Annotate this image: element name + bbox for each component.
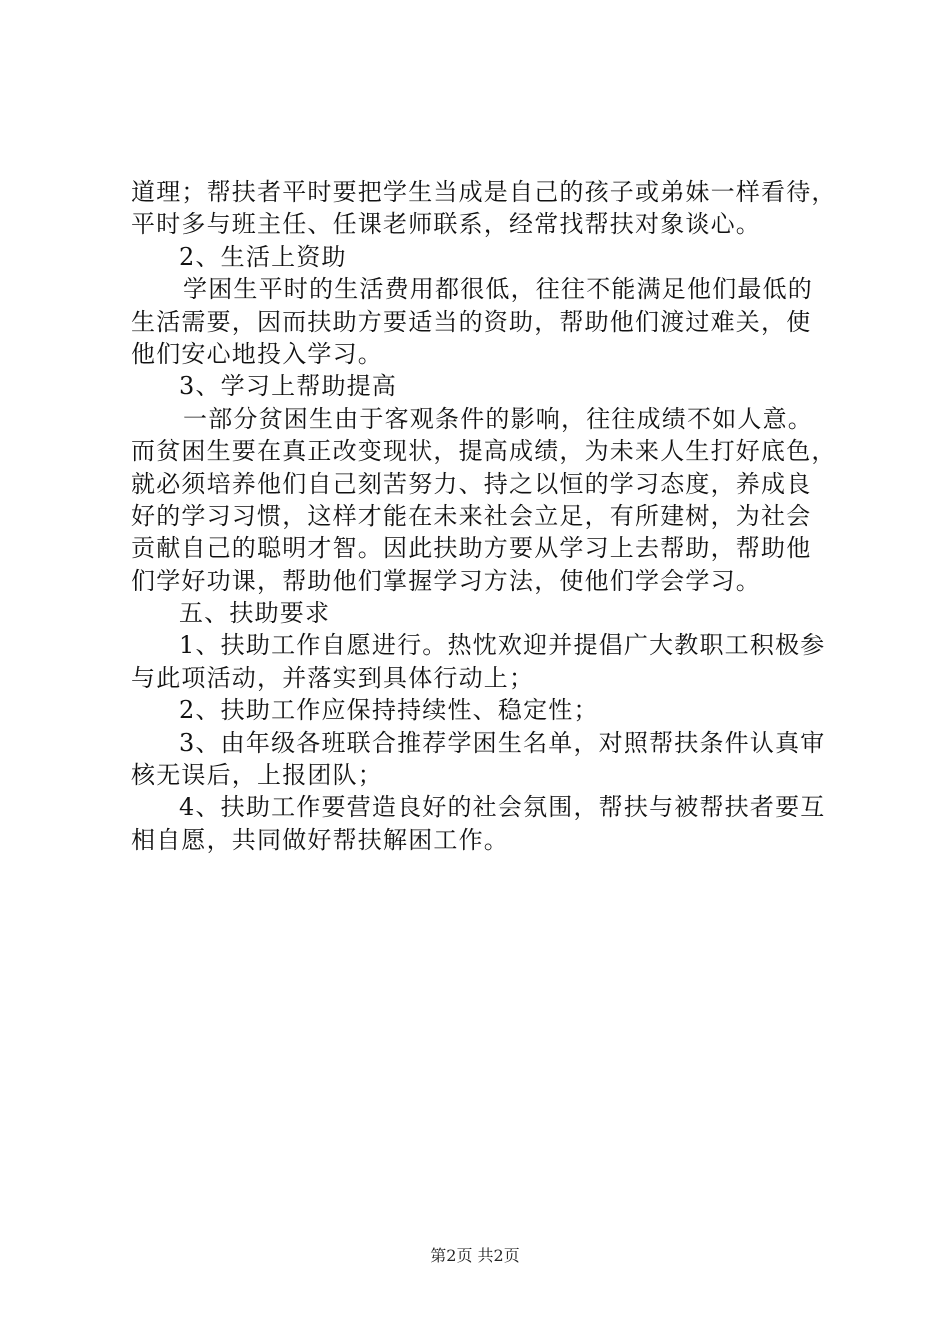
text-line: 一部分贫困生由于客观条件的影响，往往成绩不如人意。 <box>183 404 813 433</box>
text-line: 们学好功课，帮助他们掌握学习方法，使他们学会学习。 <box>131 566 761 595</box>
list-item: 3、由年级各班联合推荐学困生名单，对照帮扶条件认真审 <box>179 728 826 757</box>
text-line: 核无误后，上报团队； <box>131 761 383 790</box>
text-line: 学困生平时的生活费用都很低，往往不能满足他们最低的 <box>183 275 813 304</box>
section-heading: 2、生活上资助 <box>179 242 347 271</box>
text-line: 他们安心地投入学习。 <box>131 339 383 368</box>
section-heading: 3、学习上帮助提高 <box>179 372 398 401</box>
text-line: 生活需要，因而扶助方要适当的资助，帮助他们渡过难关，使 <box>131 307 812 336</box>
page-number-footer: 第2页 共2页 <box>430 1246 520 1265</box>
list-item: 2、扶助工作应保持持续性、稳定性； <box>179 696 599 725</box>
section-heading: 五、扶助要求 <box>179 599 331 628</box>
document-body <box>131 176 837 856</box>
list-item: 4、扶助工作要营造良好的社会氛围，帮扶与被帮扶者要互 <box>179 793 826 822</box>
text-line: 相自愿，共同做好帮扶解困工作。 <box>131 825 509 854</box>
text-line: 贡献自己的聪明才智。因此扶助方要从学习上去帮助，帮助他 <box>131 534 812 563</box>
text-line: 好的学习习惯，这样才能在未来社会立足，有所建树，为社会 <box>131 501 812 530</box>
text-line: 道理；帮扶者平时要把学生当成是自己的孩子或弟妹一样看待， <box>131 178 837 206</box>
text-line: 就必须培养他们自己刻苦努力、持之以恒的学习态度，养成良 <box>131 469 812 498</box>
text-line: 而贫困生要在真正改变现状，提高成绩，为未来人生打好底色， <box>131 437 837 466</box>
text-line: 平时多与班主任、任课老师联系，经常找帮扶对象谈心。 <box>131 210 761 239</box>
list-item: 1、扶助工作自愿进行。热忱欢迎并提倡广大教职工积极参 <box>179 631 826 660</box>
text-line: 与此项活动，并落实到具体行动上； <box>131 663 535 692</box>
